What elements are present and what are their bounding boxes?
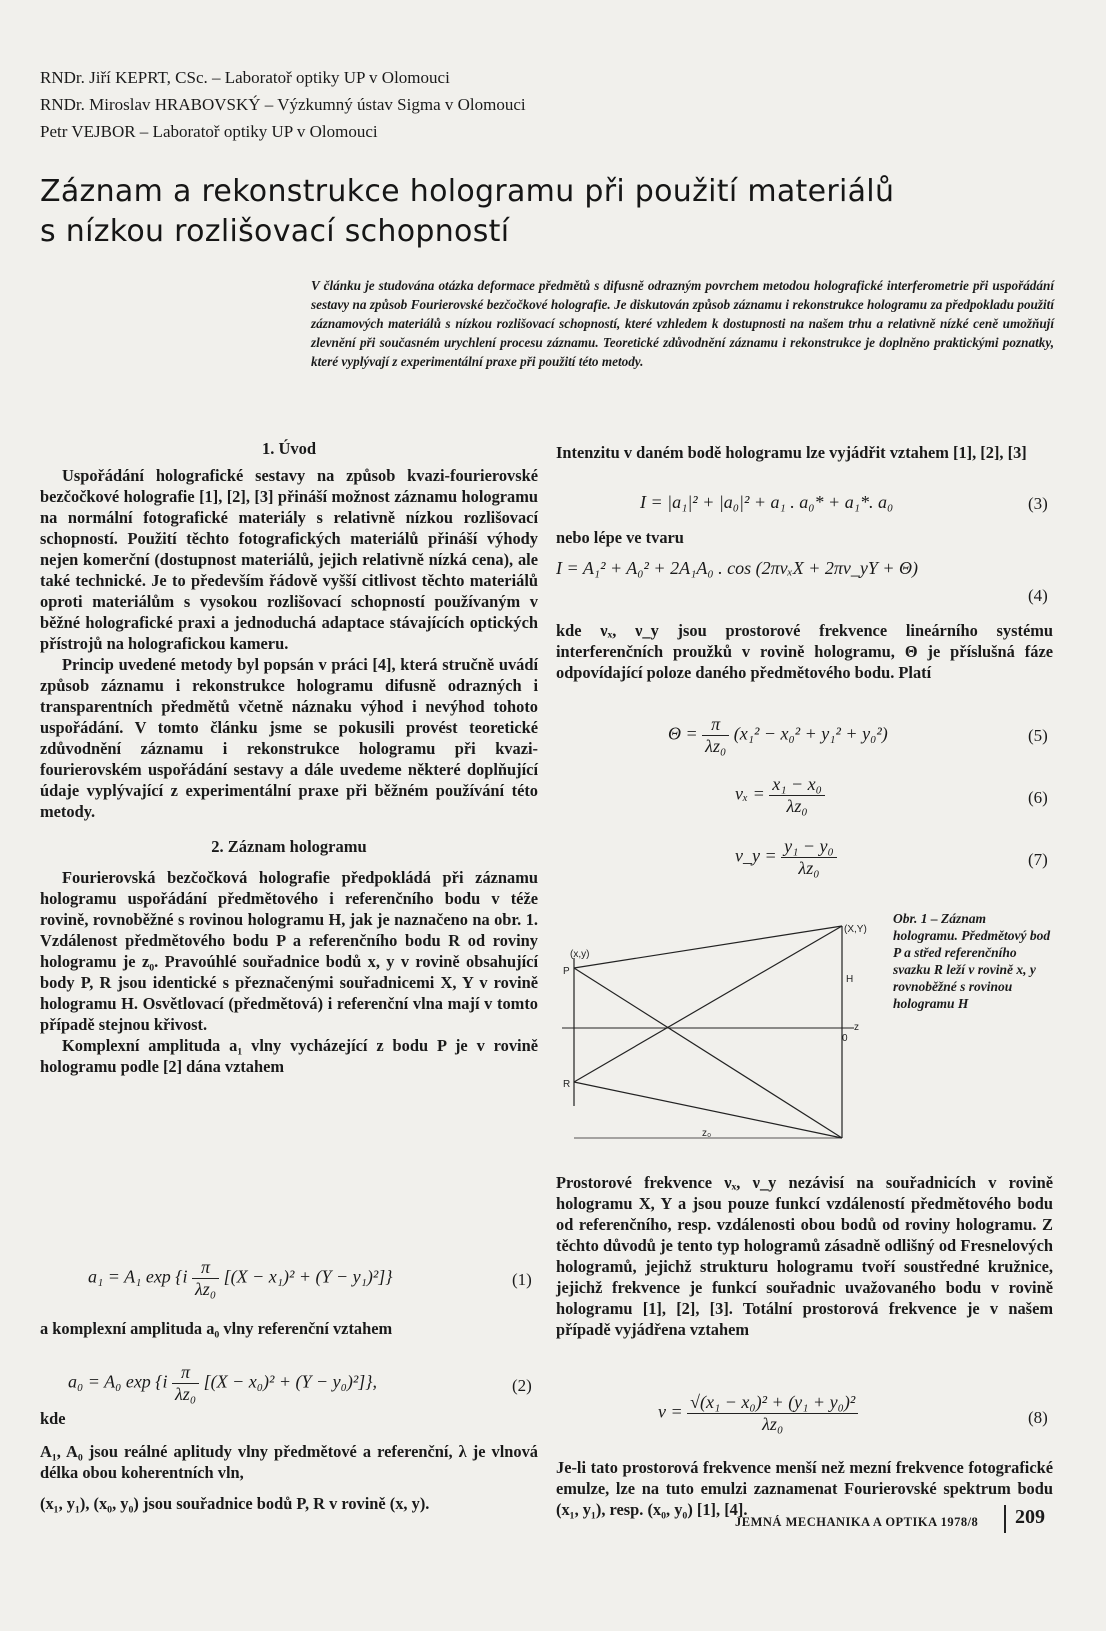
- equation-part: (x₁² − x₀² + y₁² + y₀²): [733, 723, 888, 744]
- fraction-denominator: λz₀: [705, 736, 727, 756]
- label-P: P: [563, 966, 570, 977]
- paragraph: kde: [40, 1409, 66, 1428]
- equation-part: [(X − x₀)² + (Y − y₀)²]},: [203, 1371, 377, 1392]
- equation-8: [658, 1392, 858, 1435]
- title-line: Záznam a rekonstrukce hologramu při použití materiálů: [40, 174, 895, 209]
- equation-part: a₀ = A₀ exp {i: [68, 1371, 168, 1392]
- fraction-numerator: √(x₁ − x₀)² + (y₁ + y₀)²: [687, 1392, 858, 1414]
- author-line: RNDr. Jiří KEPRT, CSc. – Laboratoř optiky UP v Olomouci: [40, 68, 450, 87]
- left-column: [40, 438, 538, 1077]
- footer-divider: [1004, 1505, 1006, 1533]
- paragraph: Je-li tato prostorová frekvence menší než mezní frekvence fotografické emulze, lze na tuto emulzi zaznamenat Fourierovské spektrum bodu (x₁, y₁), resp. (x₀, y₀) [1], [4].: [556, 1458, 1053, 1519]
- equation-part: ν_y =: [735, 845, 777, 866]
- author-line: RNDr. Miroslav HRABOVSKÝ – Výzkumný ústav Sigma v Olomouci: [40, 95, 526, 114]
- paragraph: nebo lépe ve tvaru: [556, 528, 684, 547]
- figure-caption: Obr. 1 – Záznam hologramu. Předmětový bod P a střed referenčního svazku R leží v rovině x, y rovnoběžné s rovinou hologramu H: [893, 911, 1051, 1011]
- equation-part: ν =: [658, 1401, 683, 1422]
- label-XY: (X,Y): [844, 924, 867, 935]
- equation-7: [735, 836, 837, 879]
- paragraph: (x₁, y₁), (x₀, y₀) jsou souřadnice bodů P, R v rovině (x, y).: [40, 1494, 430, 1513]
- equation-6: [735, 774, 825, 817]
- fraction-denominator: λz₀: [798, 858, 820, 878]
- equation-2: [68, 1362, 377, 1405]
- label-R: R: [563, 1079, 571, 1090]
- fraction-denominator: λz₀: [175, 1384, 197, 1404]
- equation-number: (5): [1028, 726, 1048, 745]
- paragraph: Princip uvedené metody byl popsán v práci [4], která stručně uvádí způsob záznamu i rekonstrukce hologramu difusně odrazných i transparentních předmětů včetně náznaku výhod i nevýhod tohoto uspořádání. V tomto článku jsme se pokusili provést teoretické zdůvodnění záznamu i rekonstrukce hologramu při kvazi-fourierovském uspořádání sestavy a dále uvedeme některé doplňující údaje vyplývající z experimentální praxe při běžném používání této metody.: [40, 655, 538, 821]
- article-title: [40, 172, 894, 252]
- equation-3: I = |a₁|² + |a₀|² + a₁ . a₀* + a₁*. a₀: [640, 492, 894, 512]
- fraction: [192, 1257, 219, 1300]
- paragraph: Fourierovská bezčočková holografie předpokládá při záznamu hologramu uspořádání předmětového i referenčního bodu v téže rovině, rovnoběžné s rovinou hologramu H, jak je naznačeno na obr. 1. Vzdálenost předmětového bodu P a referenčního bodu R od roviny hologramu je z₀. Pravoúhlé souřadnice bodů x, y v rovině obsahující body P, R jsou identické s přeznačenými souřadnicemi X, Y v rovině hologramu H. Osvětlovací (předmětová) i referenční vlna mají v tomto případě stejnou křivost.: [40, 868, 538, 1034]
- fraction-denominator: λz₀: [786, 796, 808, 816]
- equation-part: [(X − x₁)² + (Y − y₁)²]}: [223, 1266, 393, 1287]
- fraction-denominator: λz₀: [195, 1279, 217, 1299]
- fraction: [687, 1392, 858, 1435]
- abstract: V článku je studována otázka deformace předmětů s difusně odrazným povrchem metodou holografické interferometrie při uspořádání sestavy na způsob Fourierovské bezčočkové holografie. Je diskutován způsob záznamu i rekonstrukce hologramu za předpokladu použití záznamových materiálů s nízkou rozlišovací schopností, které vzhledem k dostupnosti na našem trhu a relativně nízké ceně umožňují zlevnění při současném urychlení procesu záznamu. Teoretické zdůvodnění záznamu i rekonstrukce je doplněno praktickými poznatky, které vyplývají z experimentální praxe při použití této metody.: [311, 278, 1054, 369]
- ray-line: [574, 968, 842, 1138]
- title-line: s nízkou rozlišovací schopností: [40, 214, 510, 249]
- figure-hologram-recording: [556, 912, 888, 1152]
- author-line: Petr VEJBOR – Laboratoř optiky UP v Olomouci: [40, 122, 378, 141]
- equation-part: Θ =: [668, 723, 698, 744]
- paragraph: Intenzitu v daném bodě hologramu lze vyjádřit vztahem [1], [2], [3]: [556, 443, 1027, 462]
- journal-footer: JEMNÁ MECHANIKA A OPTIKA 1978/8: [735, 1515, 979, 1529]
- paragraph: a komplexní amplituda a₀ vlny referenční vztahem: [40, 1319, 393, 1338]
- fraction-numerator: π: [192, 1257, 219, 1279]
- fraction: [769, 774, 825, 817]
- paragraph: Komplexní amplituda a₁ vlny vycházející z bodu P je v rovině hologramu podle [2] dána vztahem: [40, 1036, 538, 1076]
- equation-number: (6): [1028, 788, 1048, 807]
- fraction: [702, 714, 729, 757]
- label-H: H: [846, 974, 854, 985]
- section-heading: 2. Záznam hologramu: [211, 837, 367, 856]
- equation-number: (3): [1028, 494, 1048, 513]
- fraction-numerator: π: [172, 1362, 199, 1384]
- equation-part: a₁ = A₁ exp {i: [88, 1266, 188, 1287]
- equation-number: (1): [512, 1270, 532, 1289]
- fraction: [172, 1362, 199, 1405]
- label-xy: (x,y): [570, 949, 590, 960]
- equation-number: (8): [1028, 1408, 1048, 1427]
- ray-line: [574, 926, 842, 968]
- fraction-denominator: λz₀: [762, 1414, 784, 1434]
- label-z: z: [854, 1022, 859, 1033]
- fraction-numerator: y₁ − y₀: [781, 836, 837, 858]
- equation-5: [668, 714, 888, 757]
- paragraph: Prostorové frekvence νₓ, ν_y nezávisí na souřadnicích v rovině hologramu X, Y a jsou pouze funkcí vzdáleností předmětového bodu od referenčního, resp. vzdálenosti obou bodů od roviny hologramu. Z těchto důvodů je tento typ hologramů zásadně odlišný od Fresnelových hologramů, jejichž strukturu hologramu tvoří soustředné kružnice, jejichž frekvence je funkcí souřadnic uvažovaného bodu v rovině hologramu [1], [2], [3]. Totální prostorová frekvence je v našem případě vyjádřena vztahem: [556, 1173, 1053, 1339]
- fraction-numerator: π: [702, 714, 729, 736]
- paragraph: A₁, A₀ jsou reálné aplitudy vlny předmětové a referenční, λ je vlnová délka obou koherentních vln,: [40, 1442, 538, 1482]
- label-origin: 0: [842, 1033, 848, 1044]
- equation-number: (2): [512, 1376, 532, 1395]
- equation-1: [88, 1257, 393, 1300]
- left-column-end: [40, 1408, 538, 1514]
- equation-part: νₓ =: [735, 783, 765, 804]
- ray-line: [574, 926, 842, 1082]
- author-list: [40, 64, 526, 145]
- page-number: 209: [1015, 1506, 1045, 1528]
- paragraph: Uspořádání holografické sestavy na způsob kvazi-fourierovské bezčočkové holografie [1], [2], [3] přináší možnost záznamu hologramu na normální fotografické materiály s relativně nízkou rozlišovací schopností. Použití těchto fotografických materiálů přináší výhody nejen komerční (dostupnost materiálů, jejich relativně nízká cena), ale také technické. Je to především řádově vyšší citlivost těchto materiálů oproti materiálům s vysokou rozlišovací schopností používaným v běžné holografické praxi a jednoduchá adaptace stávajících optických přístrojů na holografickou kameru.: [40, 466, 538, 653]
- fraction: [781, 836, 837, 879]
- equation-number: (7): [1028, 850, 1048, 869]
- equation-4: I = A₁² + A₀² + 2A₁A₀ . cos (2πνₓX + 2πν_yY + Θ): [556, 558, 918, 578]
- label-z0: z₀: [702, 1128, 712, 1139]
- equation-number: (4): [1028, 586, 1048, 605]
- section-heading: 1. Úvod: [261, 439, 317, 458]
- paragraph: kde νₓ, ν_y jsou prostorové frekvence lineárního systému interferenčních proužků v rovině hologramu, Θ je příslušná fáze odpovídající poloze daného předmětového bodu. Platí: [556, 621, 1053, 682]
- fraction-numerator: x₁ − x₀: [769, 774, 825, 796]
